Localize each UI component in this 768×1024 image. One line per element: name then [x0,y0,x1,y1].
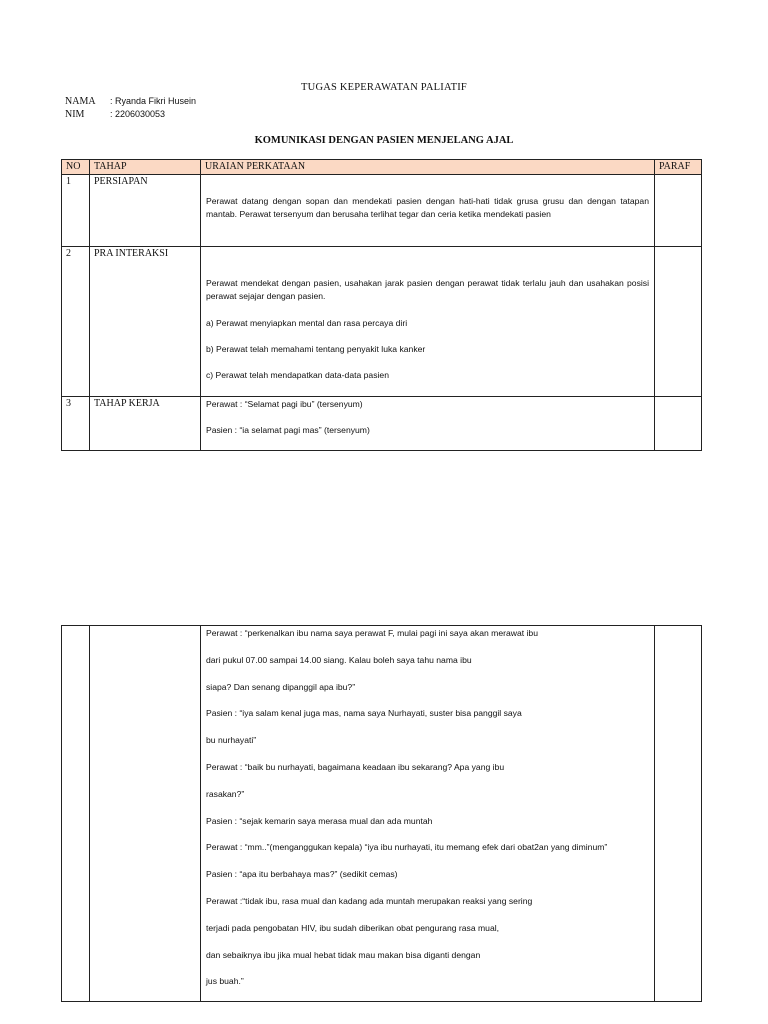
row-description [201,397,655,451]
header-no: NO [62,160,90,175]
row-stage: PRA INTERAKSI [90,247,201,397]
document-title: TUGAS KEPERAWATAN PALIATIF [301,82,467,93]
student-name-row [65,96,196,107]
dialogue-line: siapa? Dan senang dipanggil apa ibu?” [206,681,356,692]
description-line: Perawat mendekat dengan pasien, usahakan jarak pasien dengan perawat tidak terlalu jauh dan usahakan posisi perawat sejajar dengan pasien. [206,278,649,302]
dialogue-line: bu nurhayati” [206,735,257,746]
row-description [201,247,655,397]
header-stage: TAHAP [90,160,201,175]
name-label: NAMA [65,96,96,107]
nim-label: NIM [65,109,85,120]
header-signature: PARAF [655,160,702,175]
table-row [62,626,702,1002]
table-row [62,397,702,451]
dialogue-line: Pasien : “sejak kemarin saya merasa mual dan ada muntah [206,815,433,826]
row-number: 3 [62,397,90,451]
dialogue-line: Pasien : “iya salam kenal juga mas, nama saya Nurhayati, suster bisa panggil saya [206,708,522,719]
row-signature [655,397,702,451]
description-line: Perawat datang dengan sopan dan mendekati pasien dengan hati-hati tidak grusa grusu dan dengan tatapan mantab. Perawat tersenyum dan berusaha terlihat tegar dan ceria ketika mendekati pasien [206,196,649,220]
description-line: Pasien : “ia selamat pagi mas” (tersenyum) [206,425,370,436]
dialogue-line: Perawat :“tidak ibu, rasa mual dan kadang ada muntah merupakan reaksi yang sering [206,895,533,906]
row-signature [655,626,702,1002]
row-description [201,175,655,247]
dialogue-line: Perawat : “mm..”(menganggukan kepala) “iya ibu nurhayati, itu memang efek dari obat2an yang diminum” [206,842,608,853]
dialogue-line: jus buah.” [206,976,244,987]
header-description: URAIAN PERKATAAN [201,160,655,175]
dialogue-line: dari pukul 07.00 sampai 14.00 siang. Kalau boleh saya tahu nama ibu [206,654,472,665]
dialogue-line: Perawat : “baik bu nurhayati, bagaimana keadaan ibu sekarang? Apa yang ibu [206,761,505,772]
table-row [62,247,702,397]
dialogue-line: rasakan?” [206,788,245,799]
communication-table [61,159,702,451]
row-number [62,626,90,1002]
description-line: Perawat : “Selamat pagi ibu” (tersenyum) [206,399,363,409]
row-stage: TAHAP KERJA [90,397,201,451]
dialogue-line: terjadi pada pengobatan HIV, ibu sudah diberikan obat pengurang rasa mual, [206,922,500,933]
nim-value: : 2206030053 [110,109,166,119]
dialogue-line: Perawat : “perkenalkan ibu nama saya perawat F, mulai pagi ini saya akan merawat ibu [206,628,538,638]
section-heading: KOMUNIKASI DENGAN PASIEN MENJELANG AJAL [254,135,514,146]
description-line: c) Perawat telah mendapatkan data-data pasien [206,370,389,381]
row-description [201,626,655,1002]
row-signature [655,247,702,397]
row-signature [655,175,702,247]
dialogue-line: dan sebaiknya ibu jika mual hebat tidak mau makan bisa diganti dengan [206,949,481,960]
name-value: : Ryanda Fikri Husein [110,96,197,106]
row-number: 2 [62,247,90,397]
row-number: 1 [62,175,90,247]
student-nim-row [65,109,165,120]
row-stage: PERSIAPAN [90,175,201,247]
description-line: a) Perawat menyiapkan mental dan rasa percaya diri [206,317,408,328]
table-row [62,175,702,247]
dialogue-line: Pasien : “apa itu berbahaya mas?” (sedikit cemas) [206,869,398,880]
row-stage [90,626,201,1002]
table-header-row [62,160,702,175]
description-line: b) Perawat telah memahami tentang penyakit luka kanker [206,343,426,354]
continuation-table [61,625,702,1002]
